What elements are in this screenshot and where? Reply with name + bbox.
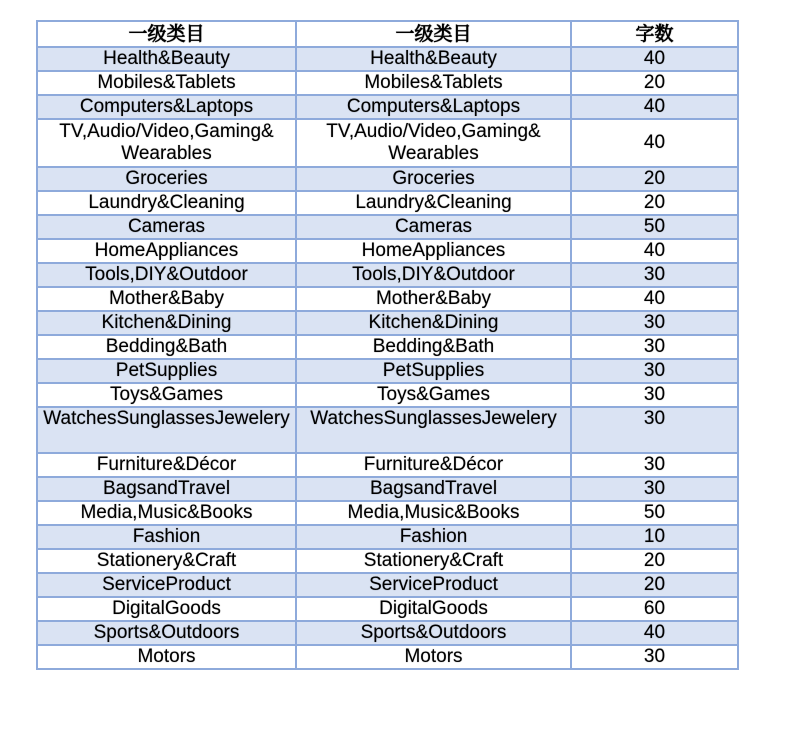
cell-category-1: PetSupplies xyxy=(37,359,296,383)
cell-category-1: Toys&Games xyxy=(37,383,296,407)
table-row xyxy=(37,119,738,167)
table-row xyxy=(37,501,738,525)
cell-category-2: Sports&Outdoors xyxy=(296,621,571,645)
cell-word-count: 40 xyxy=(571,119,738,167)
cell-category-2: ServiceProduct xyxy=(296,573,571,597)
cell-category-2: Fashion xyxy=(296,525,571,549)
cell-word-count: 40 xyxy=(571,239,738,263)
cell-word-count: 20 xyxy=(571,167,738,191)
cell-word-count: 50 xyxy=(571,215,738,239)
table-row xyxy=(37,573,738,597)
table-row xyxy=(37,167,738,191)
cell-category-1: WatchesSunglassesJewelery xyxy=(37,407,296,453)
cell-category-1: Tools,DIY&Outdoor xyxy=(37,263,296,287)
cell-word-count: 30 xyxy=(571,311,738,335)
cell-category-2: Tools,DIY&Outdoor xyxy=(296,263,571,287)
cell-word-count: 30 xyxy=(571,263,738,287)
cell-word-count: 40 xyxy=(571,95,738,119)
cell-word-count: 30 xyxy=(571,453,738,477)
cell-word-count: 20 xyxy=(571,71,738,95)
table-row xyxy=(37,597,738,621)
table-header-row xyxy=(37,21,738,47)
cell-category-1: Mobiles&Tablets xyxy=(37,71,296,95)
cell-category-2: Cameras xyxy=(296,215,571,239)
table-row xyxy=(37,645,738,669)
table-row xyxy=(37,71,738,95)
table-row xyxy=(37,311,738,335)
cell-category-1: Bedding&Bath xyxy=(37,335,296,359)
cell-word-count: 20 xyxy=(571,573,738,597)
cell-category-1: DigitalGoods xyxy=(37,597,296,621)
cell-category-2: Motors xyxy=(296,645,571,669)
cell-category-2: Media,Music&Books xyxy=(296,501,571,525)
cell-category-1: Computers&Laptops xyxy=(37,95,296,119)
table-row xyxy=(37,47,738,71)
cell-category-2: Mother&Baby xyxy=(296,287,571,311)
table-body xyxy=(37,47,738,669)
header-word-count: 字数 xyxy=(571,21,738,47)
cell-word-count: 10 xyxy=(571,525,738,549)
cell-word-count: 30 xyxy=(571,645,738,669)
cell-word-count: 20 xyxy=(571,549,738,573)
cell-category-1: Groceries xyxy=(37,167,296,191)
cell-word-count: 30 xyxy=(571,383,738,407)
cell-category-2: Computers&Laptops xyxy=(296,95,571,119)
cell-word-count: 40 xyxy=(571,621,738,645)
cell-category-2: BagsandTravel xyxy=(296,477,571,501)
cell-category-2: DigitalGoods xyxy=(296,597,571,621)
cell-category-2: Health&Beauty xyxy=(296,47,571,71)
cell-category-1: Cameras xyxy=(37,215,296,239)
cell-category-2: Toys&Games xyxy=(296,383,571,407)
category-table xyxy=(36,20,739,670)
cell-category-2: Kitchen&Dining xyxy=(296,311,571,335)
table-row xyxy=(37,621,738,645)
cell-category-2: Bedding&Bath xyxy=(296,335,571,359)
table-row xyxy=(37,263,738,287)
cell-category-1: Kitchen&Dining xyxy=(37,311,296,335)
table-row xyxy=(37,359,738,383)
table-row xyxy=(37,407,738,453)
cell-category-1: Health&Beauty xyxy=(37,47,296,71)
cell-word-count: 30 xyxy=(571,407,738,453)
cell-category-2: PetSupplies xyxy=(296,359,571,383)
cell-category-1: HomeAppliances xyxy=(37,239,296,263)
cell-word-count: 30 xyxy=(571,335,738,359)
header-category-2: 一级类目 xyxy=(296,21,571,47)
cell-word-count: 40 xyxy=(571,47,738,71)
cell-category-1: BagsandTravel xyxy=(37,477,296,501)
table-row xyxy=(37,191,738,215)
table-row xyxy=(37,383,738,407)
cell-category-2: Groceries xyxy=(296,167,571,191)
table-row xyxy=(37,239,738,263)
cell-category-2: Stationery&Craft xyxy=(296,549,571,573)
table-row xyxy=(37,335,738,359)
table-row xyxy=(37,287,738,311)
cell-category-2: TV,Audio/Video,Gaming& Wearables xyxy=(296,119,571,167)
cell-category-1: Sports&Outdoors xyxy=(37,621,296,645)
header-category-1: 一级类目 xyxy=(37,21,296,47)
category-table-container xyxy=(36,20,739,670)
cell-category-2: WatchesSunglassesJewelery xyxy=(296,407,571,453)
cell-word-count: 20 xyxy=(571,191,738,215)
cell-category-1: Stationery&Craft xyxy=(37,549,296,573)
cell-category-1: TV,Audio/Video,Gaming& Wearables xyxy=(37,119,296,167)
cell-category-2: Laundry&Cleaning xyxy=(296,191,571,215)
cell-word-count: 30 xyxy=(571,359,738,383)
cell-word-count: 40 xyxy=(571,287,738,311)
cell-word-count: 50 xyxy=(571,501,738,525)
cell-category-1: Fashion xyxy=(37,525,296,549)
cell-word-count: 30 xyxy=(571,477,738,501)
cell-category-1: Furniture&Décor xyxy=(37,453,296,477)
cell-category-1: Mother&Baby xyxy=(37,287,296,311)
table-row xyxy=(37,525,738,549)
table-row xyxy=(37,215,738,239)
table-row xyxy=(37,453,738,477)
cell-category-1: Motors xyxy=(37,645,296,669)
cell-category-1: ServiceProduct xyxy=(37,573,296,597)
cell-word-count: 60 xyxy=(571,597,738,621)
table-row xyxy=(37,549,738,573)
table-row xyxy=(37,477,738,501)
cell-category-2: Furniture&Décor xyxy=(296,453,571,477)
cell-category-2: HomeAppliances xyxy=(296,239,571,263)
table-row xyxy=(37,95,738,119)
cell-category-2: Mobiles&Tablets xyxy=(296,71,571,95)
cell-category-1: Media,Music&Books xyxy=(37,501,296,525)
cell-category-1: Laundry&Cleaning xyxy=(37,191,296,215)
